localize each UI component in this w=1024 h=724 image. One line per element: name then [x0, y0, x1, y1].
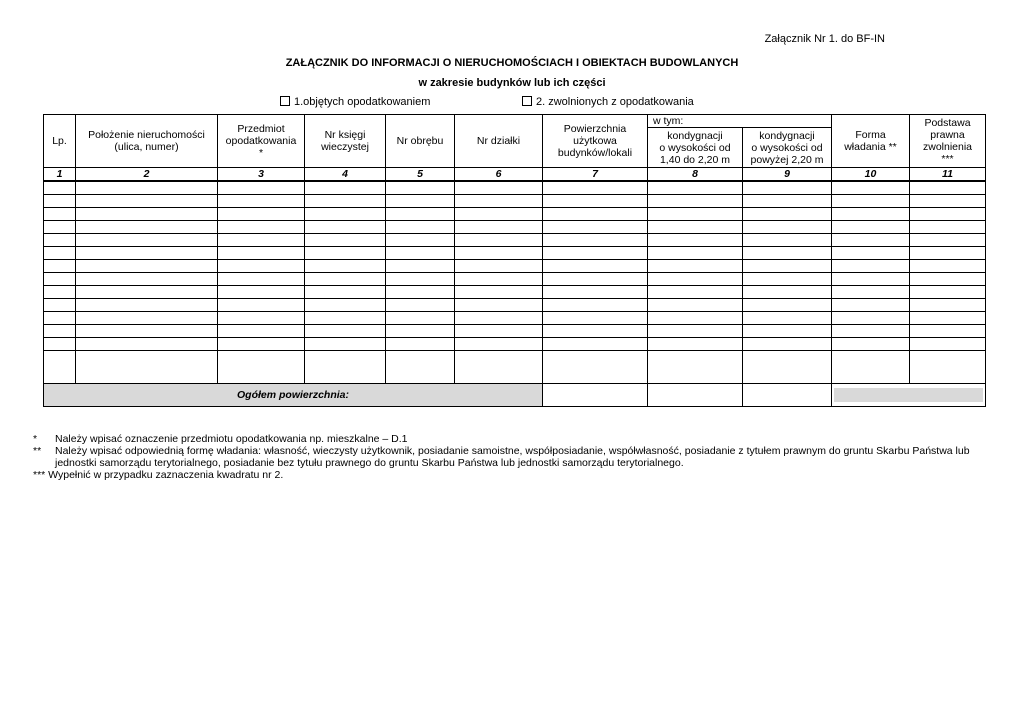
table-cell[interactable]	[386, 325, 455, 338]
table-cell[interactable]	[743, 273, 832, 286]
table-cell[interactable]	[455, 260, 543, 273]
table-cell[interactable]	[305, 195, 386, 208]
footnote-2: ** Należy wpisać odpowiednią formę władania: własność, wieczysty użytkownik, posiadanie samoistne, współposiadanie, współwłasność, posiadanie z tytułem prawnym do gruntu Skarbu Państwa lub jednostki samorządu terytorialnego, posiadanie bez tytułu prawnego do gruntu Skarbu Państwa lub jednostki samorządu terytorialnego.	[33, 445, 970, 469]
footnote-3: *** Wypełnić w przypadku zaznaczenia kwadratu nr 2.	[33, 469, 284, 481]
table-cell[interactable]	[44, 195, 76, 208]
table-cell[interactable]	[832, 312, 910, 325]
table-cell[interactable]	[648, 195, 743, 208]
table-cell[interactable]	[455, 351, 543, 384]
table-row	[44, 260, 986, 273]
column-number: 4	[305, 168, 386, 182]
table-cell[interactable]	[76, 286, 218, 299]
table-cell[interactable]	[218, 299, 305, 312]
column-number: 3	[218, 168, 305, 182]
table-cell[interactable]	[832, 338, 910, 351]
table-cell[interactable]	[455, 181, 543, 195]
table-cell[interactable]	[743, 234, 832, 247]
table-cell[interactable]	[543, 208, 648, 221]
table-cell[interactable]	[543, 247, 648, 260]
table-cell[interactable]	[832, 247, 910, 260]
table-cell[interactable]	[218, 247, 305, 260]
table-cell[interactable]	[543, 299, 648, 312]
table-cell[interactable]	[386, 195, 455, 208]
table-cell[interactable]	[76, 338, 218, 351]
option-exempt-label: 2. zwolnionych z opodatkowania	[536, 96, 694, 108]
column-number: 8	[648, 168, 743, 182]
table-cell[interactable]	[543, 181, 648, 195]
table-cell[interactable]	[305, 325, 386, 338]
table-cell[interactable]	[218, 325, 305, 338]
table-cell[interactable]	[218, 338, 305, 351]
table-cell[interactable]	[910, 208, 986, 221]
table-cell[interactable]	[44, 273, 76, 286]
table-cell[interactable]	[218, 260, 305, 273]
table-cell[interactable]	[305, 208, 386, 221]
table-cell[interactable]	[218, 181, 305, 195]
table-cell[interactable]	[832, 273, 910, 286]
table-cell[interactable]	[305, 351, 386, 384]
table-cell[interactable]	[76, 351, 218, 384]
table-cell[interactable]	[305, 260, 386, 273]
table-cell[interactable]	[743, 286, 832, 299]
table-cell[interactable]	[386, 338, 455, 351]
table-cell[interactable]	[305, 286, 386, 299]
table-row	[44, 273, 986, 286]
table-cell[interactable]	[218, 221, 305, 234]
table-cell[interactable]	[832, 181, 910, 195]
table-cell[interactable]	[743, 221, 832, 234]
table-row	[44, 234, 986, 247]
table-cell[interactable]	[44, 286, 76, 299]
table-cell[interactable]	[76, 299, 218, 312]
table-cell[interactable]	[648, 299, 743, 312]
table-cell[interactable]	[543, 338, 648, 351]
attachment-label: Załącznik Nr 1. do BF-IN	[764, 33, 885, 45]
table-cell[interactable]	[743, 195, 832, 208]
table-cell[interactable]	[455, 208, 543, 221]
table-cell[interactable]	[455, 286, 543, 299]
table-cell[interactable]	[910, 273, 986, 286]
table-cell[interactable]	[76, 195, 218, 208]
header-low-storeys: kondygnacji o wysokości od 1,40 do 2,20 m	[648, 128, 743, 168]
table-cell[interactable]	[386, 286, 455, 299]
table-cell[interactable]	[218, 208, 305, 221]
table-cell[interactable]	[305, 312, 386, 325]
table-cell[interactable]	[832, 208, 910, 221]
table-cell[interactable]	[44, 260, 76, 273]
table-cell[interactable]	[648, 247, 743, 260]
total-gray-cell	[832, 384, 986, 407]
table-cell[interactable]	[743, 260, 832, 273]
table-cell[interactable]	[543, 286, 648, 299]
table-row	[44, 325, 986, 338]
table-cell[interactable]	[648, 312, 743, 325]
table-cell[interactable]	[648, 273, 743, 286]
table-cell[interactable]	[305, 273, 386, 286]
table-cell[interactable]	[910, 247, 986, 260]
table-cell[interactable]	[455, 312, 543, 325]
table-cell[interactable]	[832, 299, 910, 312]
checkbox-taxed[interactable]	[280, 96, 290, 106]
option-taxed-label: 1.objętych opodatkowaniem	[294, 96, 431, 108]
header-lp: Lp.	[44, 115, 76, 168]
table-cell[interactable]	[76, 312, 218, 325]
table-cell[interactable]	[743, 181, 832, 195]
table-cell[interactable]	[44, 208, 76, 221]
header-basis: Podstawa prawna zwolnienia ***	[910, 115, 986, 168]
header-subject: Przedmiot opodatkowania *	[218, 115, 305, 168]
column-number: 1	[44, 168, 76, 182]
table-cell[interactable]	[386, 312, 455, 325]
table-cell[interactable]	[455, 273, 543, 286]
table-cell[interactable]	[44, 325, 76, 338]
table-cell[interactable]	[910, 221, 986, 234]
table-cell[interactable]	[44, 247, 76, 260]
table-cell[interactable]	[455, 338, 543, 351]
total-high-cell[interactable]	[743, 384, 832, 407]
table-cell[interactable]	[832, 286, 910, 299]
header-precinct: Nr obrębu	[386, 115, 455, 168]
table-cell[interactable]	[305, 338, 386, 351]
column-number: 7	[543, 168, 648, 182]
table-cell[interactable]	[743, 247, 832, 260]
header-form: Forma władania **	[832, 115, 910, 168]
table-cell[interactable]	[218, 273, 305, 286]
table-row	[44, 299, 986, 312]
table-row	[44, 351, 986, 384]
table-cell[interactable]	[44, 221, 76, 234]
column-number: 5	[386, 168, 455, 182]
table-cell[interactable]	[910, 260, 986, 273]
table-cell[interactable]	[386, 208, 455, 221]
table-cell[interactable]	[648, 286, 743, 299]
table-cell[interactable]	[386, 351, 455, 384]
table-cell[interactable]	[543, 312, 648, 325]
table-cell[interactable]	[648, 234, 743, 247]
table-cell[interactable]	[648, 351, 743, 384]
table-cell[interactable]	[910, 312, 986, 325]
table-cell[interactable]	[218, 312, 305, 325]
column-number: 9	[743, 168, 832, 182]
table-cell[interactable]	[543, 221, 648, 234]
table-cell[interactable]	[910, 286, 986, 299]
table-cell[interactable]	[305, 234, 386, 247]
table-row	[44, 195, 986, 208]
table-row	[44, 181, 986, 195]
table-cell[interactable]	[44, 338, 76, 351]
table-cell[interactable]	[386, 260, 455, 273]
table-cell[interactable]	[44, 299, 76, 312]
table-cell[interactable]	[743, 299, 832, 312]
table-cell[interactable]	[743, 351, 832, 384]
table-cell[interactable]	[44, 312, 76, 325]
table-cell[interactable]	[543, 260, 648, 273]
page-title: ZAŁĄCZNIK DO INFORMACJI O NIERUCHOMOŚCIACH I OBIEKTACH BUDOWLANYCH	[285, 57, 739, 69]
total-low-cell[interactable]	[648, 384, 743, 407]
total-row	[44, 384, 986, 407]
table-cell[interactable]	[648, 325, 743, 338]
table-cell[interactable]	[455, 325, 543, 338]
table-cell[interactable]	[305, 181, 386, 195]
table-cell[interactable]	[76, 247, 218, 260]
table-cell[interactable]	[218, 351, 305, 384]
table-cell[interactable]	[305, 299, 386, 312]
table-row	[44, 286, 986, 299]
column-number: 11	[910, 168, 986, 182]
header-land-book: Nr księgi wieczystej	[305, 115, 386, 168]
table-cell[interactable]	[832, 221, 910, 234]
table-cell[interactable]	[76, 234, 218, 247]
table-row	[44, 247, 986, 260]
table-cell[interactable]	[543, 325, 648, 338]
table-cell[interactable]	[910, 195, 986, 208]
table-cell[interactable]	[76, 208, 218, 221]
table-row	[44, 208, 986, 221]
table-cell[interactable]	[455, 247, 543, 260]
table-cell[interactable]	[44, 181, 76, 195]
table-cell[interactable]	[648, 181, 743, 195]
table-cell[interactable]	[910, 351, 986, 384]
footnotes	[33, 433, 1013, 481]
table-cell[interactable]	[386, 273, 455, 286]
table-cell[interactable]	[455, 299, 543, 312]
table-cell[interactable]	[743, 338, 832, 351]
table-cell[interactable]	[44, 234, 76, 247]
table-cell[interactable]	[832, 351, 910, 384]
table-cell[interactable]	[910, 181, 986, 195]
table-cell[interactable]	[44, 351, 76, 384]
table-cell[interactable]	[76, 260, 218, 273]
table-cell[interactable]	[910, 325, 986, 338]
table-cell[interactable]	[386, 234, 455, 247]
table-cell[interactable]	[305, 221, 386, 234]
table-cell[interactable]	[543, 195, 648, 208]
table-cell[interactable]	[76, 325, 218, 338]
header-including: w tym:	[648, 115, 832, 128]
table-cell[interactable]	[910, 338, 986, 351]
table-row	[44, 338, 986, 351]
header-area: Powierzchnia użytkowa budynków/lokali	[543, 115, 648, 168]
table-cell[interactable]	[386, 181, 455, 195]
table-cell[interactable]	[743, 325, 832, 338]
table-cell[interactable]	[543, 351, 648, 384]
table-cell[interactable]	[305, 247, 386, 260]
table-cell[interactable]	[743, 312, 832, 325]
option-exempt[interactable]	[522, 96, 694, 108]
table-cell[interactable]	[455, 195, 543, 208]
column-number: 6	[455, 168, 543, 182]
table-cell[interactable]	[832, 234, 910, 247]
column-number: 2	[76, 168, 218, 182]
total-area-cell[interactable]	[543, 384, 648, 407]
table-cell[interactable]	[386, 299, 455, 312]
table-cell[interactable]	[76, 221, 218, 234]
column-numbers-row	[44, 168, 986, 182]
table-cell[interactable]	[910, 234, 986, 247]
option-taxed[interactable]	[280, 96, 430, 108]
table-cell[interactable]	[386, 247, 455, 260]
table-cell[interactable]	[76, 273, 218, 286]
table-cell[interactable]	[648, 208, 743, 221]
table-cell[interactable]	[543, 234, 648, 247]
header-plot: Nr działki	[455, 115, 543, 168]
table-cell[interactable]	[76, 181, 218, 195]
table-cell[interactable]	[648, 221, 743, 234]
table-cell[interactable]	[832, 325, 910, 338]
table-cell[interactable]	[648, 338, 743, 351]
header-high-storeys: kondygnacji o wysokości od powyżej 2,20 m	[743, 128, 832, 168]
checkbox-exempt[interactable]	[522, 96, 532, 106]
table-cell[interactable]	[648, 260, 743, 273]
footnote-1: * Należy wpisać oznaczenie przedmiotu opodatkowania np. mieszkalne – D.1	[33, 433, 408, 445]
table-row	[44, 312, 986, 325]
table-cell[interactable]	[455, 234, 543, 247]
total-label: Ogółem powierzchnia:	[44, 384, 543, 407]
table-cell[interactable]	[543, 273, 648, 286]
column-number: 10	[832, 168, 910, 182]
page-subtitle: w zakresie budynków lub ich części	[418, 77, 606, 89]
table-cell[interactable]	[743, 208, 832, 221]
table-cell[interactable]	[386, 221, 455, 234]
table-cell[interactable]	[218, 286, 305, 299]
table-cell[interactable]	[832, 260, 910, 273]
table-cell[interactable]	[455, 221, 543, 234]
header-location: Położenie nieruchomości (ulica, numer)	[76, 115, 218, 168]
table-cell[interactable]	[910, 299, 986, 312]
table-row	[44, 221, 986, 234]
property-table	[43, 114, 986, 407]
table-cell[interactable]	[218, 234, 305, 247]
table-cell[interactable]	[218, 195, 305, 208]
table-cell[interactable]	[832, 195, 910, 208]
